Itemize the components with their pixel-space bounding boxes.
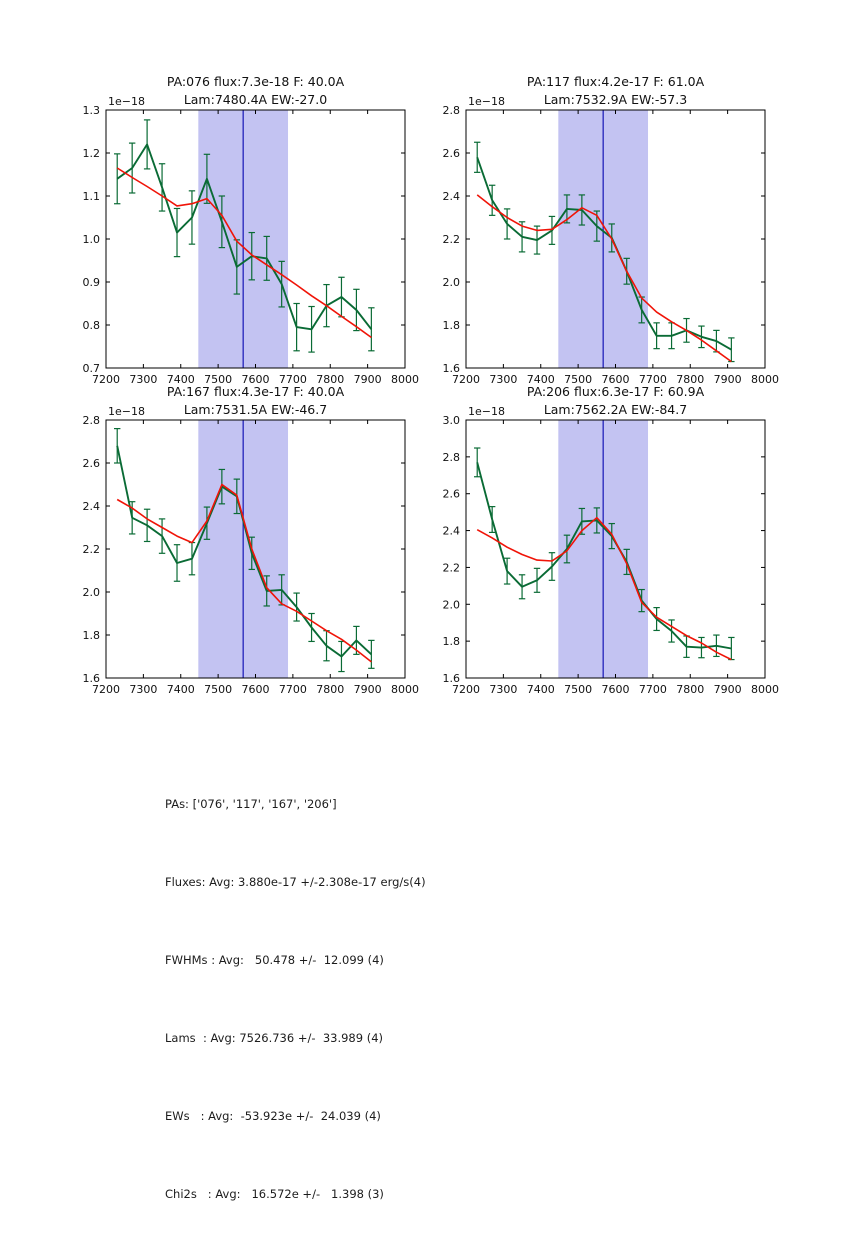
chart-pa117	[420, 70, 800, 405]
y-tick-label: 2.2	[442, 561, 460, 575]
y-tick-label: 2.8	[442, 104, 460, 117]
x-tick-label: 7600	[601, 683, 630, 696]
x-tick-label: 7800	[676, 373, 705, 386]
chart-title-line1: PA:167 flux:4.3e-17 F: 40.0A	[166, 384, 345, 399]
chart-pa117-canvas	[420, 70, 800, 405]
y-tick-label: 2.2	[442, 233, 460, 246]
y-tick-label: 2.6	[82, 457, 100, 470]
chart-title-line1: PA:117 flux:4.2e-17 F: 61.0A	[526, 74, 705, 89]
chart-title-line2: Lam:7480.4A EW:-27.0	[183, 92, 328, 107]
x-tick-label: 7600	[241, 373, 270, 386]
x-tick-label: 7200	[452, 683, 480, 696]
x-tick-label: 7400	[166, 373, 195, 386]
x-tick-label: 7500	[564, 373, 593, 386]
x-tick-label: 7500	[204, 683, 233, 696]
chart-title-line2: Lam:7532.9A EW:-57.3	[543, 92, 688, 107]
y-tick-label: 2.6	[442, 147, 460, 160]
y-axis-offset-label: 1e−18	[108, 405, 145, 418]
y-tick-label: 2.4	[442, 190, 460, 203]
y-tick-label: 1.6	[82, 672, 100, 685]
x-tick-label: 7500	[564, 683, 593, 696]
x-tick-label: 7200	[92, 683, 120, 696]
chart-title-line2: Lam:7531.5A EW:-46.7	[183, 402, 328, 417]
y-tick-label: 2.8	[442, 450, 460, 464]
summary-block	[165, 739, 426, 1259]
y-axis-offset-label: 1e−18	[468, 405, 505, 418]
x-tick-label: 7800	[316, 683, 345, 696]
y-tick-label: 1.6	[442, 362, 460, 375]
summary-line-lams: Lams : Avg: 7526.736 +/- 33.989 (4)	[165, 1031, 384, 1045]
x-tick-label: 7200	[92, 373, 120, 386]
y-tick-label: 2.0	[442, 276, 460, 289]
x-tick-label: 8000	[391, 683, 419, 696]
x-tick-label: 7400	[166, 683, 195, 696]
x-tick-label: 7700	[638, 683, 667, 696]
chart-pa167	[60, 380, 440, 715]
chart-pa206	[420, 380, 800, 715]
y-tick-label: 2.2	[82, 543, 100, 556]
y-tick-label: 0.7	[82, 362, 100, 375]
x-tick-label: 7700	[638, 373, 667, 386]
summary-line-ews: EWs : Avg: -53.923e +/- 24.039 (4)	[165, 1109, 381, 1123]
y-tick-label: 2.8	[82, 414, 100, 427]
x-tick-label: 7200	[452, 373, 480, 386]
x-tick-label: 7400	[526, 373, 555, 386]
x-tick-label: 7800	[316, 373, 345, 386]
y-tick-label: 1.1	[82, 190, 100, 203]
y-tick-label: 0.8	[82, 319, 100, 332]
x-tick-label: 7600	[601, 373, 630, 386]
y-tick-label: 1.2	[82, 147, 100, 160]
y-tick-label: 2.4	[442, 524, 460, 538]
chart-pa167-canvas	[60, 380, 440, 715]
chart-title-line1: PA:076 flux:7.3e-18 F: 40.0A	[166, 74, 345, 89]
chart-pa076-canvas	[60, 70, 440, 405]
x-tick-label: 7900	[713, 373, 742, 386]
summary-line-fluxes: Fluxes: Avg: 3.880e-17 +/-2.308e-17 erg/s(4)	[165, 875, 426, 889]
y-tick-label: 2.0	[442, 598, 460, 612]
y-tick-label: 0.9	[82, 276, 100, 289]
x-tick-label: 8000	[391, 373, 419, 386]
y-axis-offset-label: 1e−18	[108, 95, 145, 108]
x-tick-label: 7900	[353, 683, 382, 696]
chart-pa206-canvas	[420, 380, 800, 715]
x-tick-label: 8000	[751, 683, 779, 696]
summary-line-pas: PAs: ['076', '117', '167', '206']	[165, 797, 337, 811]
x-tick-label: 7700	[278, 683, 307, 696]
y-axis-offset-label: 1e−18	[468, 95, 505, 108]
chart-title-line2: Lam:7562.2A EW:-84.7	[543, 402, 688, 417]
y-tick-label: 2.0	[82, 586, 100, 599]
y-tick-label: 1.6	[442, 672, 460, 685]
chart-pa076	[60, 70, 440, 405]
y-tick-label: 1.8	[82, 629, 100, 642]
summary-line-chi2s: Chi2s : Avg: 16.572e +/- 1.398 (3)	[165, 1187, 384, 1201]
x-tick-label: 7500	[204, 373, 233, 386]
y-tick-label: 1.0	[82, 233, 100, 246]
x-tick-label: 7300	[489, 373, 518, 386]
y-tick-label: 3.0	[442, 414, 460, 427]
y-tick-label: 1.3	[82, 104, 100, 117]
chart-title-line1: PA:206 flux:6.3e-17 F: 60.9A	[526, 384, 705, 399]
x-tick-label: 7600	[241, 683, 270, 696]
x-tick-label: 7300	[129, 683, 158, 696]
x-tick-label: 7900	[353, 373, 382, 386]
x-tick-label: 8000	[751, 373, 779, 386]
y-tick-label: 2.4	[82, 500, 100, 513]
x-tick-label: 7400	[526, 683, 555, 696]
y-tick-label: 1.8	[442, 319, 460, 332]
y-tick-label: 1.8	[442, 635, 460, 649]
x-tick-label: 7700	[278, 373, 307, 386]
x-tick-label: 7300	[489, 683, 518, 696]
y-tick-label: 2.6	[442, 487, 460, 501]
x-tick-label: 7800	[676, 683, 705, 696]
x-tick-label: 7300	[129, 373, 158, 386]
x-tick-label: 7900	[713, 683, 742, 696]
summary-line-fwhms: FWHMs : Avg: 50.478 +/- 12.099 (4)	[165, 953, 384, 967]
